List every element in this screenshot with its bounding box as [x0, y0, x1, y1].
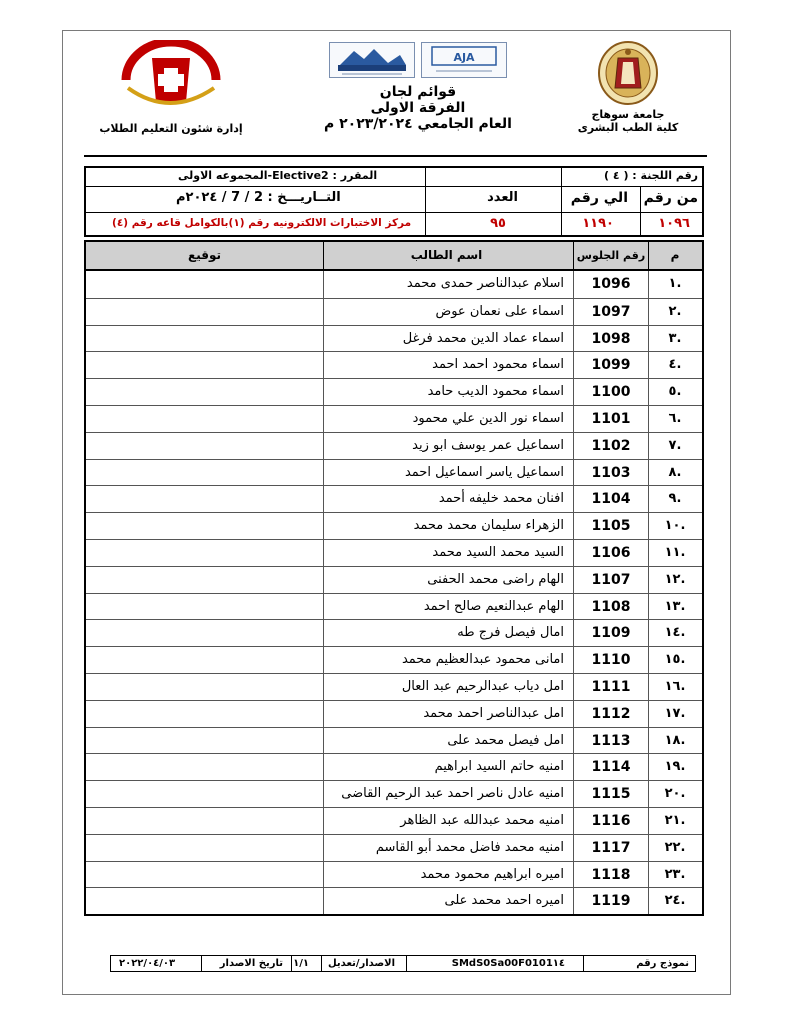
- seat-number: 1098: [591, 330, 631, 347]
- signature-cell: [86, 862, 323, 888]
- signature-cell: [86, 620, 323, 646]
- row-number: ٢٣.: [664, 866, 686, 882]
- row-number: ١٩.: [664, 759, 686, 775]
- form-footer: [110, 955, 696, 972]
- student-name: اسماء عماد الدين محمد فرغل: [402, 330, 564, 346]
- signature-cell: [86, 674, 323, 700]
- signature-cell: [86, 486, 323, 512]
- seat-number: 1097: [591, 303, 631, 320]
- row-number: ١٧.: [664, 705, 686, 721]
- student-name: اسماعيل ياسر اسماعيل احمد: [404, 464, 564, 480]
- issue-date-label: تاريخ الاصدار: [219, 958, 283, 969]
- table-row: [86, 566, 702, 593]
- table-row: [86, 727, 702, 754]
- row-number: ٢٢.: [664, 839, 686, 855]
- seat-number: 1114: [591, 759, 631, 776]
- row-number: ٢.: [668, 303, 682, 319]
- seat-number: 1099: [591, 357, 631, 374]
- student-name: امل دياب عبدالرحيم عبد العال: [401, 678, 564, 694]
- to-value: ١١٩٠: [582, 216, 614, 231]
- row-number: ١٨.: [664, 732, 686, 748]
- eoas-certificate-logo: [329, 42, 415, 78]
- header-divider: [84, 155, 707, 157]
- seat-number: 1101: [591, 410, 631, 427]
- seat-number: 1111: [591, 678, 631, 695]
- seat-number: 1118: [591, 866, 631, 883]
- student-name: اسماء على نعمان عوض: [435, 303, 564, 319]
- table-header: [86, 242, 702, 271]
- table-row: [86, 753, 702, 780]
- signature-cell: [86, 540, 323, 566]
- exam-location: مركز الاختبارات الالكترونيه رقم (١)بالكوامل قاعه رقم (٤): [112, 217, 412, 229]
- lists-title: قوائم لجان: [379, 84, 457, 100]
- student-name: امنيه محمد عبدالله عبد الظاهر: [400, 812, 564, 828]
- signature-cell: [86, 781, 323, 807]
- signature-cell: [86, 754, 323, 780]
- count-value: ٩٥: [490, 216, 506, 231]
- row-number: ١٦.: [664, 678, 686, 694]
- faculty-logo-icon: [112, 40, 230, 120]
- header-seat: رقم الجلوس: [576, 249, 646, 262]
- row-number: ١١.: [664, 544, 686, 560]
- seat-number: 1104: [591, 491, 631, 508]
- signature-cell: [86, 299, 323, 325]
- student-name: اميره احمد محمد على: [444, 893, 564, 909]
- table-row: [86, 673, 702, 700]
- student-name: امل فيصل محمد على: [447, 732, 564, 748]
- student-name: امانى محمود عبدالعظيم محمد: [401, 652, 564, 668]
- student-name: الزهراء سليمان محمد محمد: [413, 518, 564, 534]
- student-name: اسلام عبدالناصر حمدى محمد: [406, 276, 564, 291]
- row-number: ٦.: [668, 410, 682, 426]
- row-number: ١٤.: [664, 625, 686, 641]
- from-label: من رقم: [643, 190, 698, 206]
- signature-cell: [86, 433, 323, 459]
- table-row: [86, 619, 702, 646]
- seat-number: 1103: [591, 464, 631, 481]
- course-name: المقرر : Elective2-المجموعه الاولى: [178, 169, 378, 182]
- seat-number: 1110: [591, 652, 631, 669]
- header-num: م: [670, 248, 680, 262]
- signature-cell: [86, 271, 323, 298]
- revision-value: ١/١: [293, 958, 309, 969]
- table-row: [86, 539, 702, 566]
- seat-number: 1119: [591, 893, 631, 910]
- signature-cell: [86, 835, 323, 861]
- signature-cell: [86, 352, 323, 378]
- signature-cell: [86, 728, 323, 754]
- signature-cell: [86, 567, 323, 593]
- signature-cell: [86, 888, 323, 914]
- table-row: [86, 593, 702, 620]
- row-number: ٩.: [668, 491, 682, 507]
- signature-cell: [86, 379, 323, 405]
- seat-number: 1117: [591, 839, 631, 856]
- seat-number: 1096: [591, 276, 631, 292]
- row-number: ٣.: [668, 330, 682, 346]
- seat-number: 1113: [591, 732, 631, 749]
- student-name: امنيه حاتم السيد ابراهيم: [434, 759, 564, 775]
- seat-number: 1105: [591, 518, 631, 535]
- from-value: ١٠٩٦: [658, 216, 690, 231]
- table-row: [86, 459, 702, 486]
- student-name: امال فيصل فرج طه: [457, 625, 564, 641]
- admin-name: إدارة شئون التعليم الطلاب: [99, 122, 243, 135]
- aja-certificate-logo: [421, 42, 507, 78]
- student-name: افنان محمد خليفه أحمد: [438, 491, 564, 507]
- year-level: الفرقة الاولى: [370, 100, 466, 116]
- to-label: الي رقم: [570, 190, 628, 206]
- header-sign: توقيع: [188, 248, 221, 262]
- table-row: [86, 887, 702, 914]
- seat-number: 1107: [591, 571, 631, 588]
- table-row: [86, 700, 702, 727]
- row-number: ٧.: [668, 437, 682, 453]
- row-number: ١٣.: [664, 598, 686, 614]
- signature-cell: [86, 701, 323, 727]
- student-name: اسماء نور الدين علي محمود: [412, 410, 564, 426]
- seat-number: 1106: [591, 544, 631, 561]
- table-row: [86, 432, 702, 459]
- signature-cell: [86, 460, 323, 486]
- signature-cell: [86, 647, 323, 673]
- student-name: اميره ابراهيم محمود محمد: [420, 866, 564, 882]
- student-name: السيد محمد السيد محمد: [432, 544, 564, 560]
- row-number: ٨.: [668, 464, 682, 480]
- svg-text:AJA: AJA: [453, 51, 475, 64]
- student-name: امنيه عادل ناصر احمد عبد الرحيم القاضى: [341, 786, 564, 802]
- university-seal-icon: [597, 40, 659, 106]
- seat-number: 1116: [591, 812, 631, 829]
- seat-number: 1115: [591, 786, 631, 803]
- signature-cell: [86, 808, 323, 834]
- form-number-label: نموذج رقم: [636, 958, 689, 969]
- row-number: ١.: [668, 276, 682, 291]
- row-number: ١٠.: [664, 518, 686, 534]
- title-block: [300, 42, 536, 132]
- exam-date: التــاريـــخ : 2 / 7 / ٢٠٢٤م: [176, 190, 341, 205]
- table-row: [86, 512, 702, 539]
- student-name: الهام عبدالنعيم صالح احمد: [423, 598, 564, 614]
- student-name: الهام راضى محمد الحفنى: [427, 571, 564, 587]
- admin-block: [96, 40, 246, 135]
- row-number: ١٢.: [664, 571, 686, 587]
- table-row: [86, 646, 702, 673]
- table-row: [86, 405, 702, 432]
- row-number: ٤.: [668, 357, 682, 373]
- table-body: [86, 271, 702, 914]
- count-label: العدد: [487, 190, 518, 205]
- row-number: ٢٠.: [664, 786, 686, 802]
- table-row: [86, 834, 702, 861]
- seat-number: 1109: [591, 625, 631, 642]
- table-row: [86, 271, 702, 298]
- row-number: ١٥.: [664, 652, 686, 668]
- committee-number: رقم اللجنة : ( ٤ ): [604, 169, 698, 182]
- seat-number: 1102: [591, 437, 631, 454]
- table-row: [86, 780, 702, 807]
- table-row: [86, 351, 702, 378]
- signature-cell: [86, 594, 323, 620]
- faculty-name: كلية الطب البشرى: [577, 121, 679, 134]
- table-row: [86, 298, 702, 325]
- row-number: ٥.: [668, 384, 682, 400]
- row-number: ٢٤.: [664, 893, 686, 909]
- signature-cell: [86, 406, 323, 432]
- signature-cell: [86, 513, 323, 539]
- academic-year: العام الجامعي ٢٠٢٣/٢٠٢٤ م: [324, 116, 512, 132]
- table-row: [86, 807, 702, 834]
- student-name: اسماء محمود احمد احمد: [432, 357, 564, 373]
- revision-label: الاصدار/تعديل: [327, 958, 395, 969]
- university-name: جامعة سوهاج: [591, 108, 665, 121]
- issue-date-value: ٢٠٢٢/٠٤/٠٣: [119, 958, 176, 969]
- student-name: اسماء محمود الديب حامد: [427, 384, 564, 400]
- table-row: [86, 325, 702, 352]
- students-table: [84, 240, 704, 916]
- seat-number: 1112: [591, 705, 631, 722]
- signature-cell: [86, 326, 323, 352]
- table-row: [86, 378, 702, 405]
- table-row: [86, 485, 702, 512]
- student-name: اسماعيل عمر يوسف ابو زيد: [412, 437, 564, 453]
- row-number: ٢١.: [664, 812, 686, 828]
- student-name: امل عبدالناصر احمد محمد: [423, 705, 564, 721]
- form-code: SMdS0Sa00F0101١٤: [451, 958, 565, 969]
- committee-info-box: [84, 166, 704, 237]
- header-name: اسم الطالب: [410, 248, 483, 262]
- university-block: [574, 40, 682, 134]
- table-row: [86, 861, 702, 888]
- seat-number: 1108: [591, 598, 631, 615]
- student-name: امنيه محمد فاضل محمد أبو القاسم: [375, 839, 564, 855]
- seat-number: 1100: [591, 384, 631, 401]
